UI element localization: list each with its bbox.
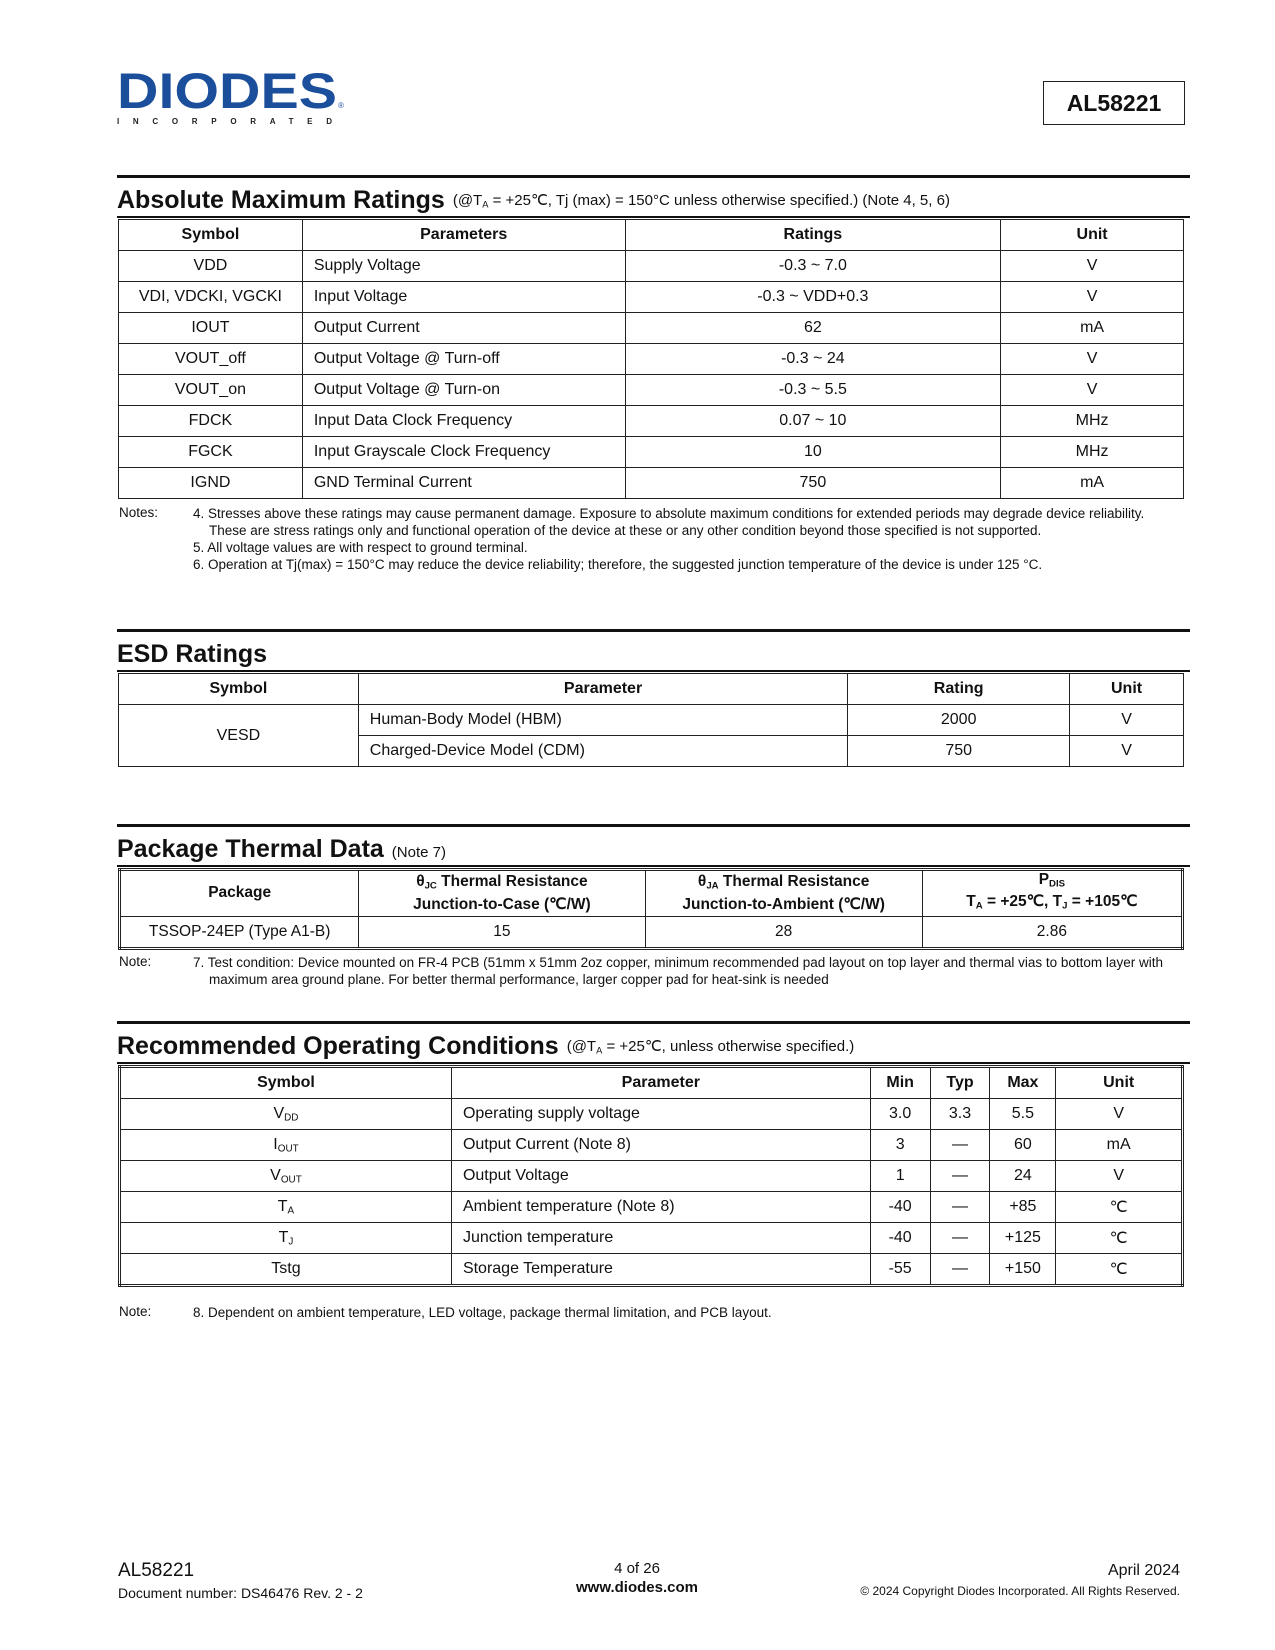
header-cell: Rating xyxy=(848,674,1070,705)
table-row xyxy=(120,1192,1183,1223)
recommended-operating-conditions-table xyxy=(118,1065,1184,1287)
footer-part-number: AL58221 xyxy=(118,1560,195,1581)
svg-text:®: ® xyxy=(338,101,344,110)
table-row xyxy=(119,375,1184,406)
max-cell: 5.5 xyxy=(990,1099,1056,1130)
parameter-cell: GND Terminal Current xyxy=(302,468,625,499)
pdis-cell: 2.86 xyxy=(922,916,1182,948)
parameter-cell: Supply Voltage xyxy=(302,251,625,282)
absolute-maximum-ratings-table xyxy=(118,219,1184,499)
min-cell: -55 xyxy=(870,1254,930,1286)
header-cell: Symbol xyxy=(120,1067,452,1099)
section-condition: ($@T_A$ = +25℃, Tj (max) = 150°C unless otherwise specified.) (Note 4, 5, 6) xyxy=(452,191,950,209)
unit-cell: ℃ xyxy=(1056,1192,1183,1223)
symbol-cell: VDD xyxy=(119,251,303,282)
note-item: 4. Stresses above these ratings may cause permanent damage. Exposure to absolute maximum conditions for extended periods may degrade device reliability. These are stress ratings only and functional operation of the device at these or any other condition beyond those specified is not supported. xyxy=(193,506,1145,538)
esd-ratings-table xyxy=(118,673,1184,767)
header-cell: $\theta_{JC}$ Thermal Resistance Junction-to-Case (℃/W) xyxy=(359,870,645,917)
min-cell: -40 xyxy=(870,1192,930,1223)
rating-cell: -0.3 ~ 5.5 xyxy=(625,375,1001,406)
symbol-cell: $V_{DD}$ xyxy=(120,1099,452,1130)
parameter-cell: Output Voltage @ Turn-off xyxy=(302,344,625,375)
roc-note xyxy=(193,1304,1183,1321)
section-title: Package Thermal Data xyxy=(117,835,384,863)
symbol-cell: IOUT xyxy=(119,313,303,344)
section-package-thermal-data xyxy=(117,824,1190,867)
svg-text:DIODES: DIODES xyxy=(117,68,337,119)
header-cell: Symbol xyxy=(119,220,303,251)
symbol-cell: $T_J$ xyxy=(120,1223,452,1254)
note-item: 6. Operation at Tj(max) = 150°C may reduce the device reliability; therefore, the suggested junction temperature of the device is under 125 °C. xyxy=(193,557,1043,572)
typ-cell: — xyxy=(930,1223,990,1254)
min-cell: -40 xyxy=(870,1223,930,1254)
symbol-cell: VOUT_off xyxy=(119,344,303,375)
max-cell: +85 xyxy=(990,1192,1056,1223)
max-cell: 24 xyxy=(990,1161,1056,1192)
symbol-cell: VOUT_on xyxy=(119,375,303,406)
max-cell: +125 xyxy=(990,1223,1056,1254)
table-row xyxy=(119,468,1184,499)
unit-cell: V xyxy=(1070,705,1184,736)
parameter-cell: Storage Temperature xyxy=(451,1254,870,1286)
parameter-cell: Input Data Clock Frequency xyxy=(302,406,625,437)
rating-cell: -0.3 ~ 7.0 xyxy=(625,251,1001,282)
header-cell: $\theta_{JA}$ Thermal Resistance Junction-to-Ambient (℃/W) xyxy=(645,870,922,917)
parameter-cell: Ambient temperature (Note 8) xyxy=(451,1192,870,1223)
header-cell: Ratings xyxy=(625,220,1001,251)
rating-cell: 0.07 ~ 10 xyxy=(625,406,1001,437)
unit-cell: ℃ xyxy=(1056,1223,1183,1254)
table-row xyxy=(119,282,1184,313)
table-row xyxy=(120,1223,1183,1254)
theta-jc-cell: 15 xyxy=(359,916,645,948)
unit-cell: V xyxy=(1001,375,1184,406)
section-title: Absolute Maximum Ratings xyxy=(117,186,445,214)
table-row xyxy=(119,344,1184,375)
unit-cell: mA xyxy=(1056,1130,1183,1161)
parameter-cell: Input Grayscale Clock Frequency xyxy=(302,437,625,468)
header-cell: Parameter xyxy=(451,1067,870,1099)
rating-cell: -0.3 ~ VDD+0.3 xyxy=(625,282,1001,313)
parameter-cell: Input Voltage xyxy=(302,282,625,313)
parameter-cell: Output Voltage @ Turn-on xyxy=(302,375,625,406)
footer-copyright: © 2024 Copyright Diodes Incorporated. All Rights Reserved. xyxy=(860,1584,1180,1598)
table-header-row xyxy=(120,870,1183,917)
note-item: 8. Dependent on ambient temperature, LED voltage, package thermal limitation, and PCB layout. xyxy=(193,1305,772,1320)
header-cell: Typ xyxy=(930,1067,990,1099)
typ-cell: — xyxy=(930,1161,990,1192)
section-condition: ($@T_A$ = +25℃, unless otherwise specified.) xyxy=(566,1037,855,1055)
parameter-cell: Output Current (Note 8) xyxy=(451,1130,870,1161)
rating-cell: 62 xyxy=(625,313,1001,344)
typ-cell: — xyxy=(930,1254,990,1286)
diodes-logo xyxy=(117,68,345,128)
section-title: Recommended Operating Conditions xyxy=(117,1032,559,1060)
section-condition: (Note 7) xyxy=(391,844,446,861)
note-label: Note: xyxy=(119,954,152,969)
header-cell: Parameters xyxy=(302,220,625,251)
table-row xyxy=(119,313,1184,344)
table-row xyxy=(120,1130,1183,1161)
symbol-cell: $I_{OUT}$ xyxy=(120,1130,452,1161)
section-absolute-maximum-ratings xyxy=(117,175,1190,218)
table-row xyxy=(119,251,1184,282)
min-cell: 1 xyxy=(870,1161,930,1192)
rating-cell: 2000 xyxy=(848,705,1070,736)
table-row xyxy=(119,705,1184,736)
typ-cell: — xyxy=(930,1192,990,1223)
amr-notes xyxy=(193,505,1183,573)
table-row xyxy=(119,437,1184,468)
unit-cell: mA xyxy=(1001,313,1184,344)
min-cell: 3.0 xyxy=(870,1099,930,1130)
unit-cell: V xyxy=(1056,1161,1183,1192)
unit-cell: ℃ xyxy=(1056,1254,1183,1286)
unit-cell: V xyxy=(1070,736,1184,767)
header-cell: Unit xyxy=(1001,220,1184,251)
symbol-cell: VDI, VDCKI, VGCKI xyxy=(119,282,303,313)
package-cell: TSSOP-24EP (Type A1-B) xyxy=(120,916,359,948)
note-item: 5. All voltage values are with respect to ground terminal. xyxy=(193,540,528,555)
symbol-cell: FDCK xyxy=(119,406,303,437)
symbol-cell: Tstg xyxy=(120,1254,452,1286)
footer-date: April 2024 xyxy=(1107,1562,1180,1579)
header-cell: Parameter xyxy=(358,674,848,705)
thermal-note xyxy=(193,954,1183,988)
header-cell: Symbol xyxy=(119,674,359,705)
note-label: Note: xyxy=(119,1304,152,1319)
section-title: ESD Ratings xyxy=(117,640,268,668)
symbol-cell: $V_{OUT}$ xyxy=(120,1161,452,1192)
table-header-row xyxy=(119,220,1184,251)
rating-cell: 10 xyxy=(625,437,1001,468)
rating-cell: 750 xyxy=(625,468,1001,499)
typ-cell: 3.3 xyxy=(930,1099,990,1130)
header-cell: Unit xyxy=(1056,1067,1183,1099)
header-cell: $P_{DIS}$ $T_A$ = +25℃, $T_J$ = +105℃ xyxy=(922,870,1182,917)
unit-cell: MHz xyxy=(1001,406,1184,437)
table-row xyxy=(120,916,1183,948)
section-recommended-operating-conditions xyxy=(117,1021,1190,1064)
unit-cell: V xyxy=(1001,344,1184,375)
theta-ja-cell: 28 xyxy=(645,916,922,948)
symbol-cell: IGND xyxy=(119,468,303,499)
header-cell: Max xyxy=(990,1067,1056,1099)
table-row xyxy=(119,406,1184,437)
unit-cell: V xyxy=(1001,251,1184,282)
table-row xyxy=(120,1099,1183,1130)
unit-cell: MHz xyxy=(1001,437,1184,468)
max-cell: 60 xyxy=(990,1130,1056,1161)
unit-cell: V xyxy=(1056,1099,1183,1130)
symbol-cell: $T_A$ xyxy=(120,1192,452,1223)
rating-cell: -0.3 ~ 24 xyxy=(625,344,1001,375)
section-esd-ratings xyxy=(117,629,1190,672)
symbol-cell: FGCK xyxy=(119,437,303,468)
parameter-cell: Human-Body Model (HBM) xyxy=(358,705,848,736)
rating-cell: 750 xyxy=(848,736,1070,767)
footer-website-link[interactable]: www.diodes.com xyxy=(576,1579,698,1596)
table-header-row xyxy=(119,674,1184,705)
notes-label: Notes: xyxy=(119,505,159,520)
table-header-row xyxy=(120,1067,1183,1099)
parameter-cell: Operating supply voltage xyxy=(451,1099,870,1130)
table-row xyxy=(120,1161,1183,1192)
parameter-cell: Output Current xyxy=(302,313,625,344)
footer-page-number: 4 of 26 xyxy=(614,1560,660,1577)
table-row xyxy=(120,1254,1183,1286)
min-cell: 3 xyxy=(870,1130,930,1161)
parameter-cell: Junction temperature xyxy=(451,1223,870,1254)
header-cell: Min xyxy=(870,1067,930,1099)
typ-cell: — xyxy=(930,1130,990,1161)
note-item: 7. Test condition: Device mounted on FR-4 PCB (51mm x 51mm 2oz copper, minimum recommended pad layout on top layer and thermal vias to bottom layer with maximum area ground plane. For better thermal performance, larger copper pad for heat-sink is needed xyxy=(193,955,1163,987)
package-thermal-table xyxy=(118,868,1184,950)
footer-doc-number: Document number: DS46476 Rev. 2 - 2 xyxy=(118,1585,363,1601)
parameter-cell: Charged-Device Model (CDM) xyxy=(358,736,848,767)
unit-cell: V xyxy=(1001,282,1184,313)
unit-cell: mA xyxy=(1001,468,1184,499)
part-number-box: AL58221 xyxy=(1043,81,1185,125)
svg-text:INCORPORATED: INCORPORATED xyxy=(117,117,332,126)
symbol-cell: VESD xyxy=(119,705,359,767)
header-cell: Unit xyxy=(1070,674,1184,705)
max-cell: +150 xyxy=(990,1254,1056,1286)
parameter-cell: Output Voltage xyxy=(451,1161,870,1192)
header-cell: Package xyxy=(120,870,359,917)
